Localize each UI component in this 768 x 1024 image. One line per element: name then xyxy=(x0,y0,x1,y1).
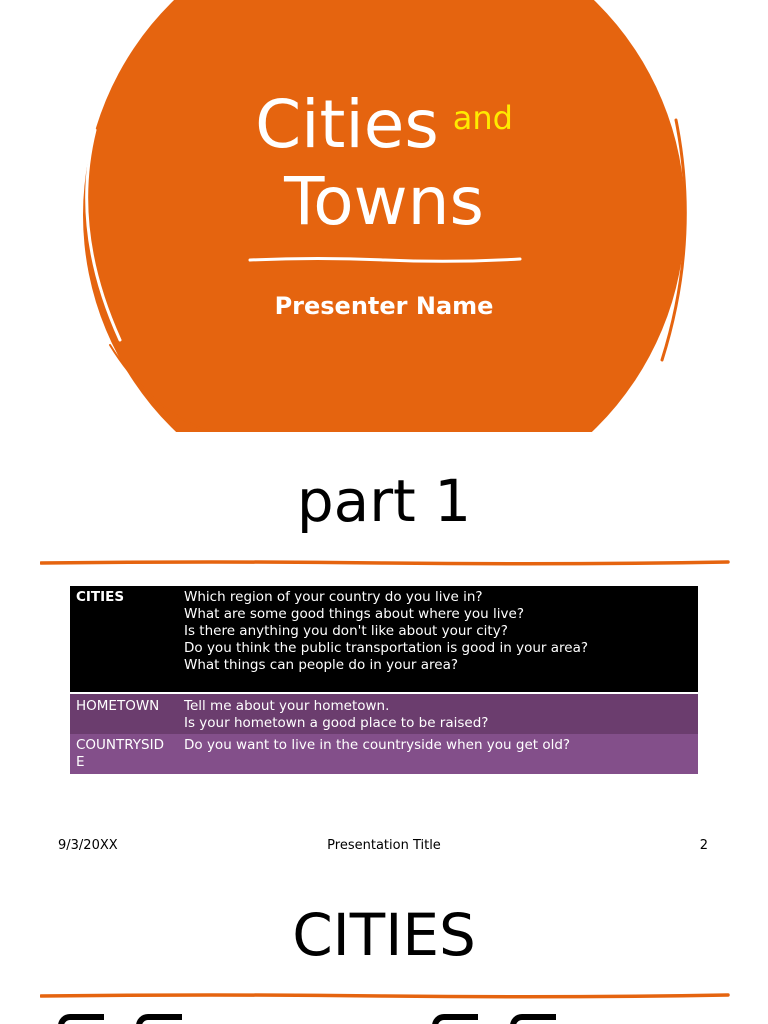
part-heading: part 1 xyxy=(296,467,472,535)
footer-date: 9/3/20XX xyxy=(58,838,118,853)
question-text: Is there anything you don't like about your city? xyxy=(184,623,508,639)
table-row-hometown xyxy=(70,693,698,734)
heading-divider xyxy=(40,558,730,568)
cities-heading: CITIES xyxy=(292,901,476,969)
questions-cell xyxy=(178,586,698,693)
title-word-cities: Cities xyxy=(255,86,439,163)
title-underline xyxy=(248,255,522,265)
table-row-countryside xyxy=(70,734,698,774)
title-line-1 xyxy=(0,80,768,163)
heading-divider xyxy=(40,991,730,1001)
table-row-cities xyxy=(70,586,698,693)
cutoff-text-fragment xyxy=(58,1014,104,1024)
category-cell: COUNTRYSIDE xyxy=(70,734,178,774)
questions-cell xyxy=(178,693,698,734)
footer-title: Presentation Title xyxy=(327,838,441,853)
title-slide xyxy=(0,0,768,432)
cutoff-text-fragment xyxy=(510,1014,556,1024)
title-word-towns: Towns xyxy=(284,163,484,240)
category-cell: CITIES xyxy=(70,586,178,693)
footer-page-number: 2 xyxy=(699,838,708,853)
question-text: What are some good things about where you live? xyxy=(184,606,524,622)
category-cell: HOMETOWN xyxy=(70,693,178,734)
questions-table xyxy=(70,586,698,774)
question-text: Which region of your country do you live in? xyxy=(184,589,483,605)
question-text: What things can people do in your area? xyxy=(184,657,459,673)
presenter-name: Presenter Name xyxy=(274,292,494,320)
question-text: Do you want to live in the countryside when you get old? xyxy=(184,737,571,753)
question-text: Tell me about your hometown. xyxy=(184,698,390,714)
title-connector-and: and xyxy=(452,99,513,137)
questions-cell xyxy=(178,734,698,774)
cutoff-text-fragment xyxy=(136,1014,182,1024)
question-text: Is your hometown a good place to be raised? xyxy=(184,715,489,731)
cutoff-text-fragment xyxy=(432,1014,478,1024)
question-text: Do you think the public transportation is good in your area? xyxy=(184,640,589,656)
